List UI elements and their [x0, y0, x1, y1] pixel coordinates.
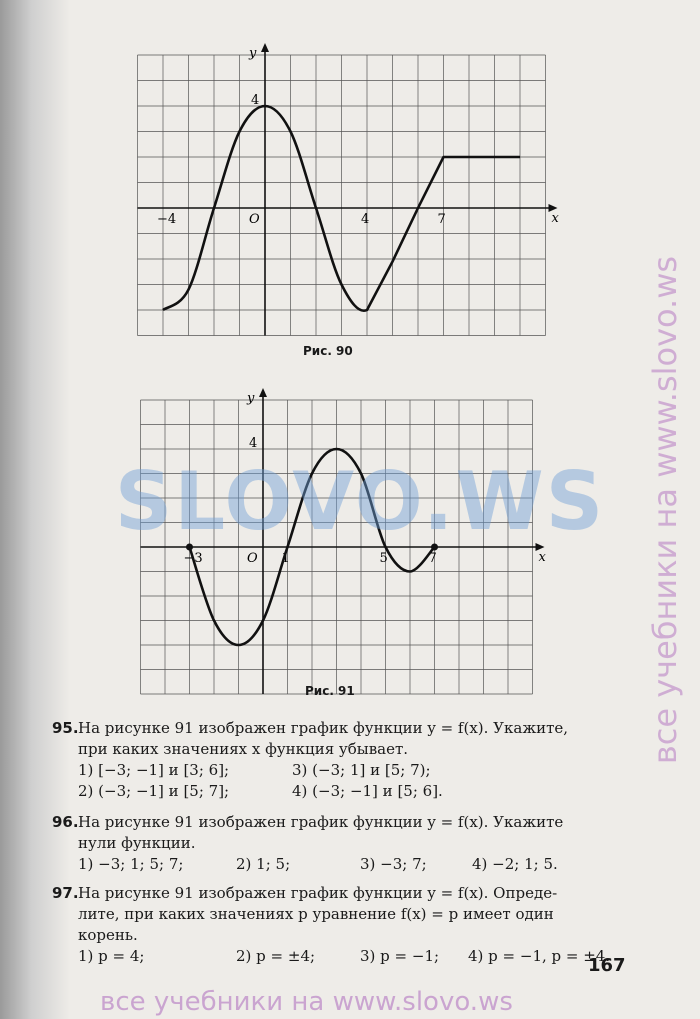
problem-text-line: нули функции.	[78, 834, 196, 852]
x-tick-label: 4	[361, 212, 370, 227]
problem-96	[52, 812, 632, 875]
answer-option: 2) p = ±4;	[236, 947, 316, 965]
answer-option: 3) p = −1;	[360, 947, 440, 965]
origin-label: O	[247, 551, 258, 566]
problem-text-line: корень.	[78, 926, 138, 944]
y-tick-label: 4	[249, 436, 258, 451]
y-axis-label: y	[249, 46, 257, 61]
y-tick-label: 4	[251, 93, 260, 108]
y-axis-arrow	[259, 388, 267, 397]
figure-90-caption: Рис. 90	[303, 344, 353, 358]
x-tick-label: 7	[428, 551, 437, 566]
x-axis-label: x	[538, 550, 546, 565]
page-number: 167	[588, 955, 626, 976]
watermark-bottom: все учебники на www.slovo.ws	[100, 987, 513, 1017]
answer-option: 4) −2; 1; 5.	[472, 855, 558, 873]
x-tick-label: 5	[379, 551, 388, 566]
answer-option: 4) p = −1, p = ±4.	[468, 947, 611, 965]
x-tick-label: 1	[281, 551, 290, 566]
x-tick-label: −3	[183, 551, 203, 566]
watermark-side-text: все учебники на www.slovo.ws	[646, 255, 684, 765]
answer-option: 1) p = 4;	[78, 947, 145, 965]
answer-option: 3) (−3; 1] и [5; 7);	[292, 761, 431, 779]
watermark-side	[635, 150, 695, 870]
answer-option: 1) [−3; −1] и [3; 6];	[78, 761, 230, 779]
answer-option: 4) (−3; −1] и [5; 6].	[292, 782, 443, 800]
problem-number: 97.	[52, 884, 79, 902]
problem-text-line: лите, при каких значениях p уравнение f(x) = p имеет один	[78, 905, 554, 923]
origin-label: O	[249, 212, 260, 227]
x-tick-label: −4	[157, 212, 177, 227]
problem-number: 95.	[52, 719, 79, 737]
problem-text-line: На рисунке 91 изображен график функции y = f(x). Укажите,	[78, 719, 569, 737]
watermark-center: SLOVO.WS	[114, 455, 606, 548]
y-axis-label: y	[247, 391, 255, 406]
graph-90-svg	[110, 46, 560, 350]
graph-figure-90	[110, 46, 560, 350]
y-axis-arrow	[261, 43, 269, 52]
answer-option: 2) 1; 5;	[236, 855, 291, 873]
problem-95	[52, 718, 632, 802]
answer-option: 1) −3; 1; 5; 7;	[78, 855, 184, 873]
problem-number: 96.	[52, 813, 79, 831]
problem-97	[52, 883, 632, 967]
x-tick-label: 7	[437, 212, 446, 227]
answer-option: 2) (−3; −1] и [5; 7];	[78, 782, 230, 800]
x-axis-label: x	[551, 211, 559, 226]
problem-text-line: при каких значениях x функция убывает.	[78, 740, 409, 758]
answer-option: 3) −3; 7;	[360, 855, 427, 873]
problem-text-line: На рисунке 91 изображен график функции y = f(x). Опреде-	[78, 884, 558, 902]
figure-91-caption: Рис. 91	[305, 684, 355, 698]
problem-text-line: На рисунке 91 изображен график функции y = f(x). Укажите	[78, 813, 564, 831]
